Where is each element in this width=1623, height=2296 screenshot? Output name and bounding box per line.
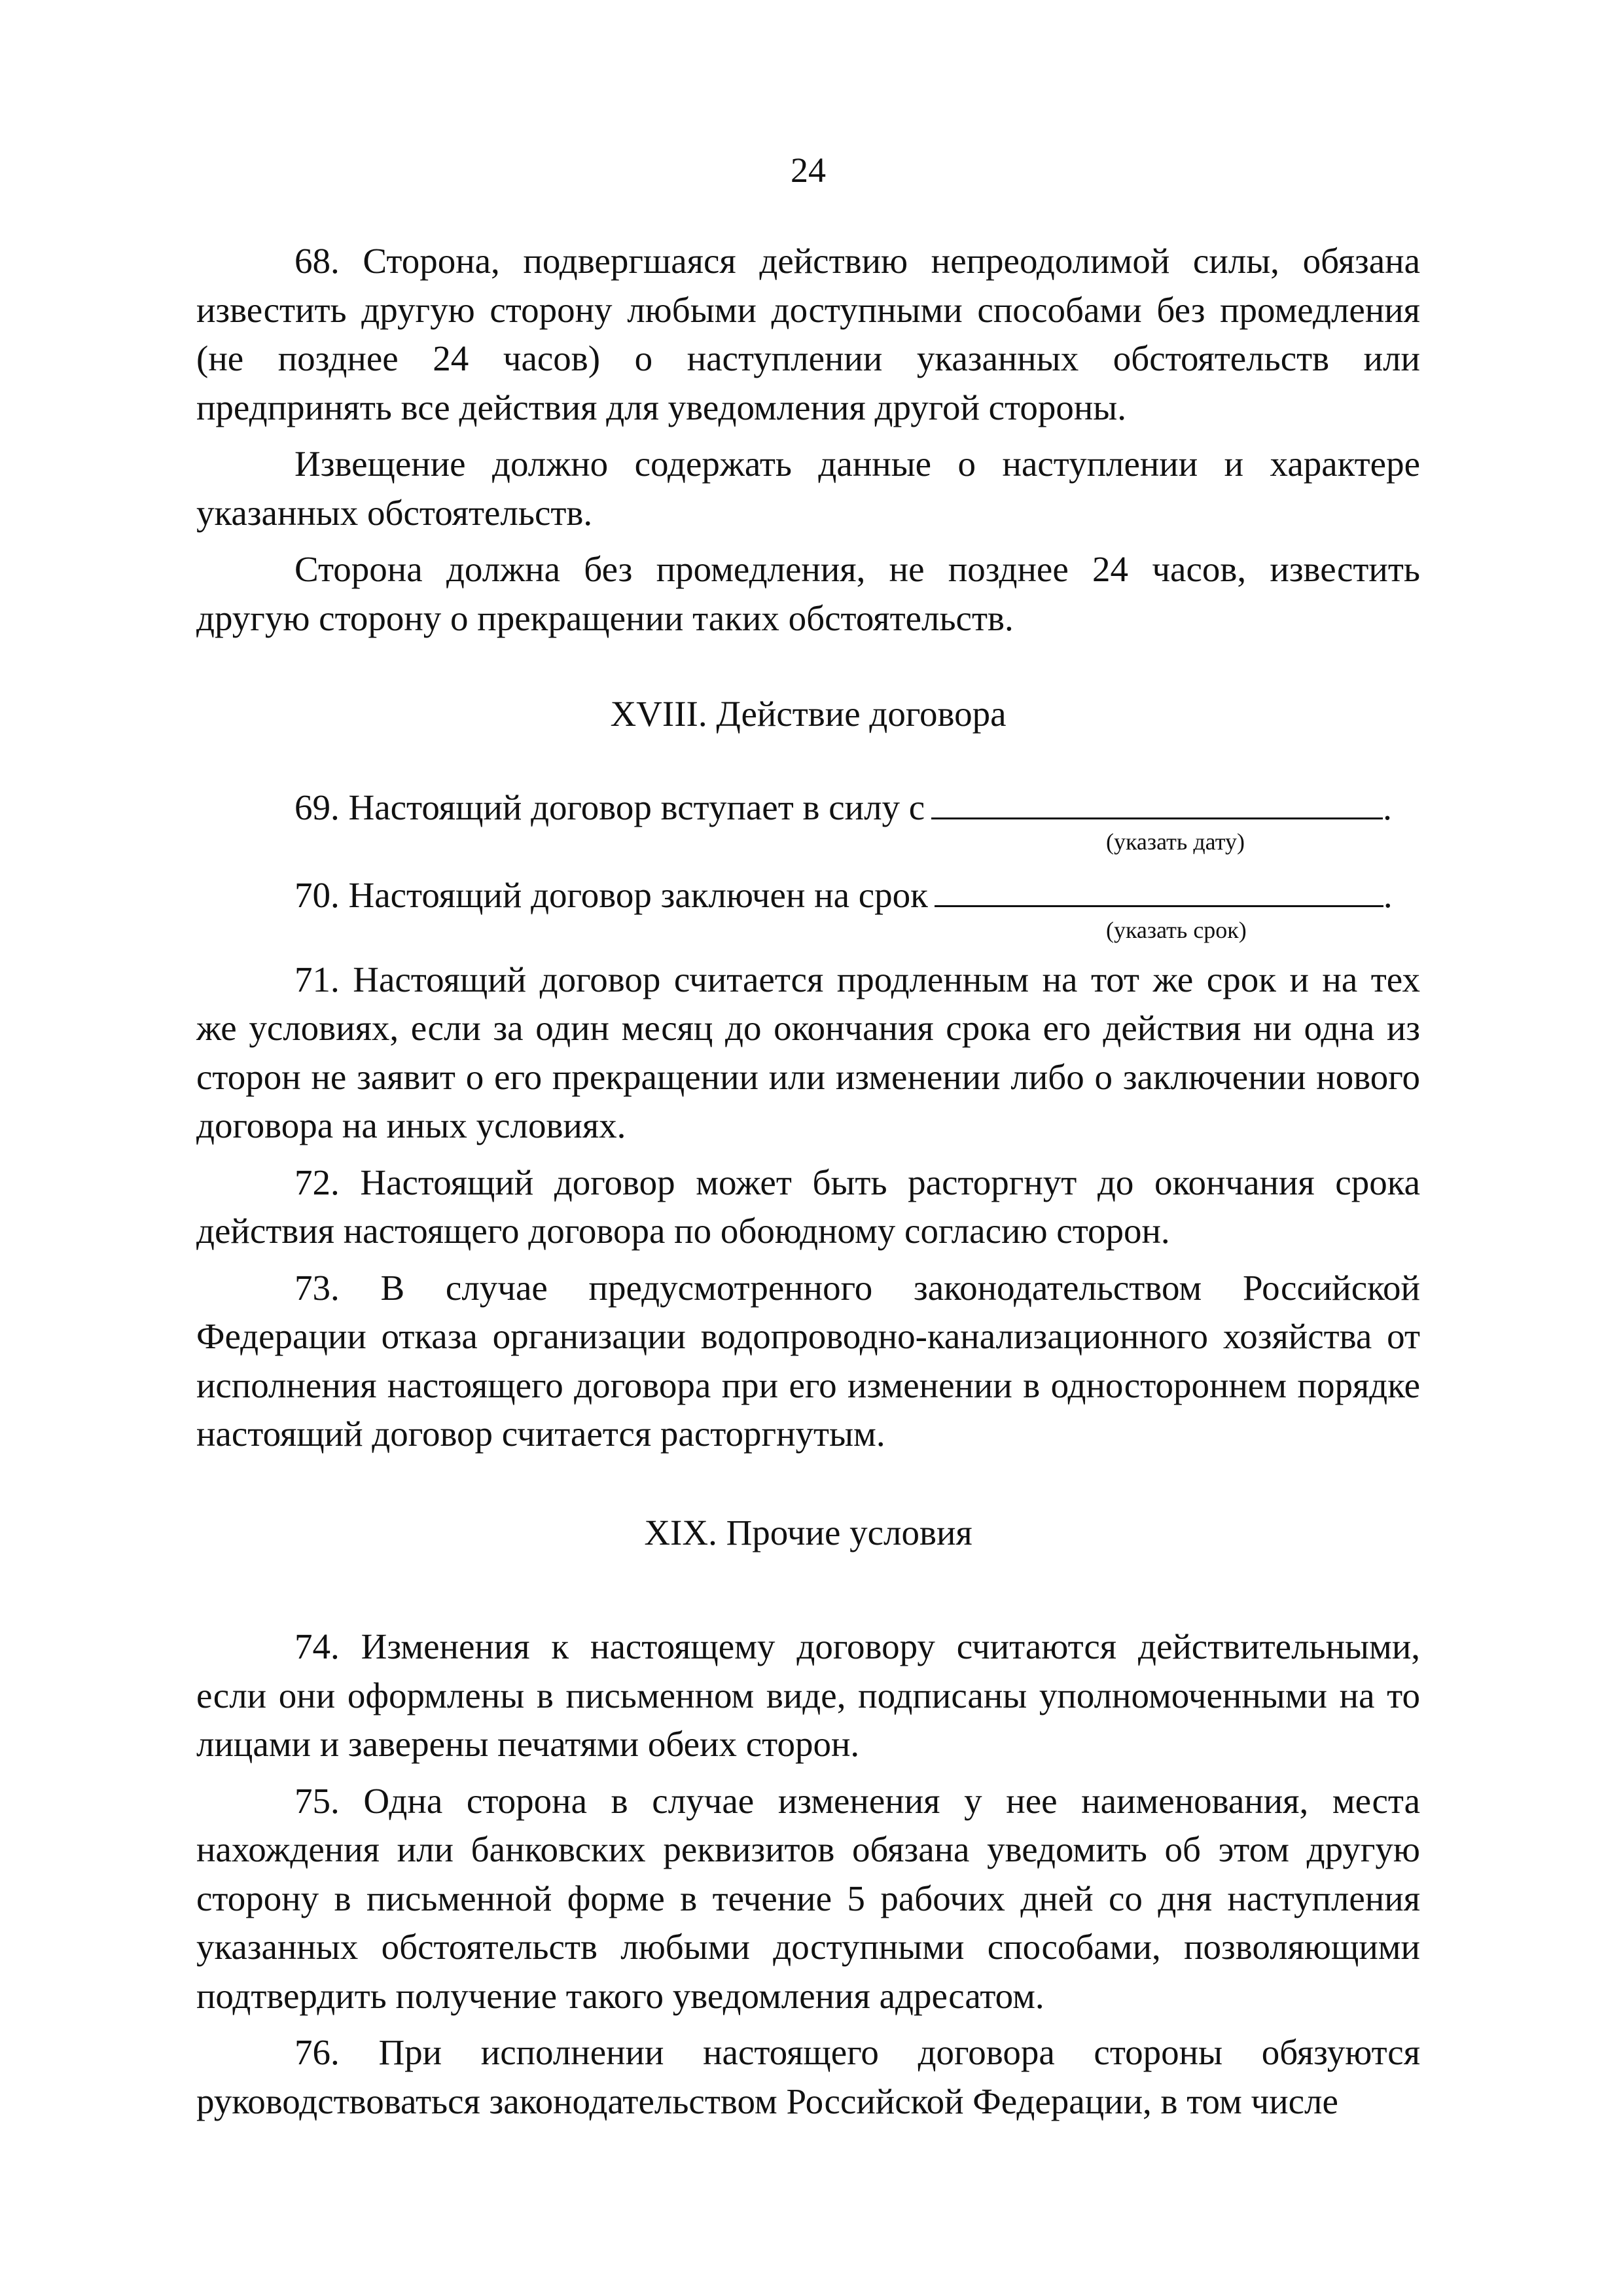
paragraph-68-notice-content: Извещение должно содержать данные о наступлении и характере указанных обстоятельств.: [196, 444, 1420, 533]
item-70-period: .: [1383, 875, 1393, 915]
term-blank-field[interactable]: [935, 867, 1383, 907]
item-69: [196, 780, 1420, 833]
date-blank-field[interactable]: [931, 780, 1383, 819]
item-70: [196, 867, 1420, 920]
item-69-text: 69. Настоящий договор вступает в силу с: [294, 787, 925, 827]
paragraph-68: 68. Сторона, подвергшаяся действию непреодолимой силы, обязана известить другую сторону любыми доступными способами без промедления (не позднее 24 часов) о наступлении указанных обстоятельств или предпринять все действия для уведомления другой стороны.: [196, 241, 1420, 427]
paragraph-71: 71. Настоящий договор считается продленным на тот же срок и на тех же условиях, если за один месяц до окончания срока его действия ни одна из сторон не заявит о его прекращении или изменении либо о заключении нового договора на иных условиях.: [196, 959, 1420, 1145]
page-number: 24: [791, 151, 826, 190]
paragraph-75: 75. Одна сторона в случае изменения у нее наименования, места нахождения или банковских реквизитов обязана уведомить об этом другую сторону в письменной форме в течение 5 рабочих дней со дня наступления указанных обстоятельств любыми доступными способами, позволяющими подтвердить получение такого уведомления адресатом.: [196, 1780, 1420, 2016]
item-70-text: 70. Настоящий договор заключен на срок: [294, 875, 928, 915]
date-hint: (указать дату): [1106, 829, 1245, 855]
page-body: [196, 0, 1420, 2296]
item-69-period: .: [1383, 787, 1392, 827]
section-heading-xix: XIX. Прочие условия: [644, 1512, 972, 1552]
document-content: [196, 237, 1420, 2134]
section-heading-xviii: XVIII. Действие договора: [610, 694, 1007, 734]
term-hint: (указать срок): [1106, 916, 1247, 943]
paragraph-68-termination-notice: Сторона должна без промедления, не позднее 24 часов, известить другую сторону о прекращении таких обстоятельств.: [196, 549, 1420, 638]
paragraph-74: 74. Изменения к настоящему договору считаются действительными, если они оформлены в письменном виде, подписаны уполномоченными на то лицами и заверены печатями обеих сторон.: [196, 1626, 1420, 1764]
paragraph-76: 76. При исполнении настоящего договора стороны обязуются руководствоваться законодательством Российской Федерации, в том числе: [196, 2032, 1420, 2121]
paragraph-73: 73. В случае предусмотренного законодательством Российской Федерации отказа организации водопроводно-канализационного хозяйства от исполнения настоящего договора при его изменении в одностороннем порядке настоящий договор считается расторгнутым.: [196, 1267, 1420, 1454]
paragraph-72: 72. Настоящий договор может быть расторгнут до окончания срока действия настоящего договора по обоюдному согласию сторон.: [196, 1162, 1420, 1251]
